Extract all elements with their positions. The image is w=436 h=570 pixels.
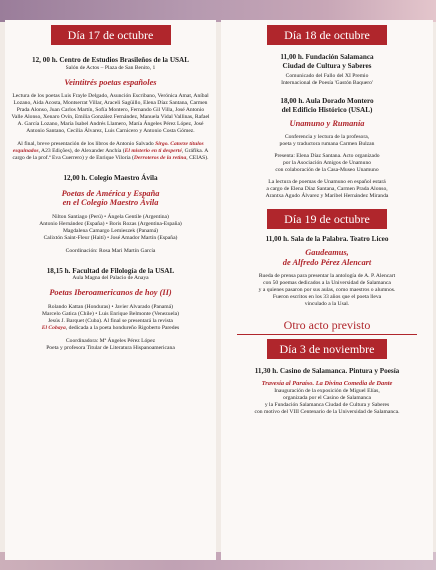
event-fundacion-salamanca — [221, 53, 433, 87]
event-description: Rueda de prensa para presentar la antología de A. P. Alencart con 50 poemas dedicados a la Universidad de Salamanca y a quienes pasaron por sus aulas, como maestros o alumnos. Fueron escritos en los 33 años que el poeta lleva vinculado a la Usal. — [258, 273, 396, 307]
event-coordinator: Coordinadora: Mª Ángeles Pérez López Poeta y profesora Titular de Literatura Hispanoamericana — [46, 337, 175, 351]
event-reading: La lectura de poemas de Unamuno en español estará a cargo de Elena Díaz Santana, Carmen Prada Alonso, Arantxa Agudo Álvarez y Maribel Hernández Miranda — [265, 178, 389, 199]
event-coordinator: Coordinación: Rosa Mari Martín García — [65, 247, 156, 254]
event-final-note: Al final, breve presentación de los libros de Antonio Salvado Sirgo. Catorze títulos esquinados, A23 Edições), de Alexander Anchía (El misterio en ti desperté, Gráfika. A cargo de la prof.ª Eva Cuerrero) y de Enrique Viloria (Derroteros de la retina, CEIAS). — [12, 141, 209, 161]
left-column — [5, 20, 216, 560]
event-venue: Salón de Actos – Plaza de San Benito, 1 — [65, 64, 156, 71]
event-subtitle: Gaudeamus, — [305, 248, 349, 257]
event-presenter: Presenta: Elena Díaz Santana. Acto organizado por la Asociación Amigos de Unamuno con colaboración de la Casa-Museo Unamuno — [274, 152, 380, 173]
day-badge-3-november: Día 3 de noviembre — [267, 339, 387, 359]
day-badge-19-october: Día 19 de octubre — [267, 209, 387, 229]
event-venue: Aula Magna del Palacio de Anaya — [72, 275, 149, 281]
event-aula-dorado-montero — [221, 97, 433, 200]
event-subtitle: Unamuno y Rumanía — [289, 119, 365, 128]
book-title: Derroteros de la retina — [133, 155, 187, 161]
event-subtitle: de Alfredo Pérez Alencart — [282, 257, 372, 267]
day-badge-17-october: Día 17 de octubre — [51, 25, 171, 45]
event-description: Lectura de los poetas Luis Frayle Delgado, Asunción Escribano, Verónica Amat, Aníbal Lozano, Aida Acosta, Montserrat Villar, Araceli Sagüillo, Elena Díaz Santana, Carmen Prada Alonso, Juan Carlos Martín, Sofía Montero, Fernando Gil Villa, José Antonio Valle Alonso, Xenaro Ovín, Emilia González Fernández, Manuela Vidal Vallinas, Rafael A. García Lozano, María Isabel Andrés Llamero, María Ángeles Pérez López, José Antonio Santano, Cecilia Álvarez, Luis Carnicero y Antonio Costa Gómez. — [11, 93, 210, 134]
day-badge-18-october: Día 18 de octubre — [267, 25, 387, 45]
magazine-title: El Cobaya — [41, 324, 66, 331]
event-description: Comunicado del Fallo del XI Premio Internacional de Poesía 'Gastón Baquero' — [281, 73, 373, 86]
event-title: Ciudad de Cultura y Saberes — [282, 61, 372, 70]
event-facultad-filologia — [5, 267, 216, 352]
event-poets: Nilton Santiago (Perú) • Ángela Gentile (Argentina) Antonio Hernández (España) • Boris Rozas (Argentina-España) Magdalena Camargo Lemieszek (Panamá) Calixtón Saint-Fleur (Haití) • José Amador Martín (España) — [39, 213, 182, 241]
event-teatro-liceo — [221, 235, 433, 309]
decorative-header-band — [0, 0, 436, 22]
event-subtitle: en el Colegio Maestro Ávila — [62, 198, 159, 207]
event-title: del Edificio Histórico (USAL) — [281, 105, 373, 114]
event-title: 18,15 h. Facultad de Filología de la USAL — [46, 266, 175, 275]
right-column — [221, 20, 433, 560]
event-centro-estudios-brasilenos — [5, 56, 216, 162]
event-subtitle: Travesía al Paraíso. La Divina Comedia de Dante — [261, 379, 393, 387]
event-title: 11,00 h. Fundación Salamanca — [280, 53, 374, 61]
event-title: 18,00 h. Aula Dorado Montero — [280, 97, 374, 105]
event-title: 12, 00 h. Centro de Estudios Brasileños de la USAL — [31, 56, 190, 64]
event-title: 11,00 h. Sala de la Palabra. Teatro Liceo — [265, 234, 389, 243]
event-subtitle: Veintitrés poetas españoles — [64, 77, 157, 87]
event-description: Inauguración de la exposición de Miguel Elías, organizada por el Casino de Salamanca y la Fundación Salamanca Ciudad de Cultura y Saberes con motivo del VIII Centenario de la Universidad de Salamanca. — [254, 387, 400, 415]
other-event-heading: Otro acto previsto — [283, 318, 371, 332]
event-title: 12,00 h. Colegio Maestro Ávila — [63, 174, 158, 182]
event-subtitle: Poetas Iberoamericanos de hoy (II) — [49, 288, 172, 297]
event-colegio-maestro-avila — [5, 174, 216, 255]
event-title: 11,30 h. Casino de Salamanca. Pintura y Poesía — [254, 367, 400, 375]
divider — [237, 334, 417, 335]
event-poets: Rolando Kattan (Honduras) • Javier Alvarado (Panamá) Marcelo Gatica (Chile) • Luis Enrique Belmonte (Venezuela) Jesús J. Barquet (Cuba). Al final se presentará la revista El Cobaya, dedicada a la poeta hondureño Rigoberto Paredes — [41, 303, 180, 331]
event-casino-salamanca — [221, 367, 433, 416]
event-description: Conferencia y lectura de la profesora, poeta y traductora rumana Carmen Bulzan — [279, 133, 375, 147]
book-title: El misterio en ti desperté — [124, 148, 182, 154]
book-title: Sirgo. Catorze títulos esquinados — [12, 141, 204, 154]
event-subtitle: Poetas de América y España — [61, 188, 160, 198]
